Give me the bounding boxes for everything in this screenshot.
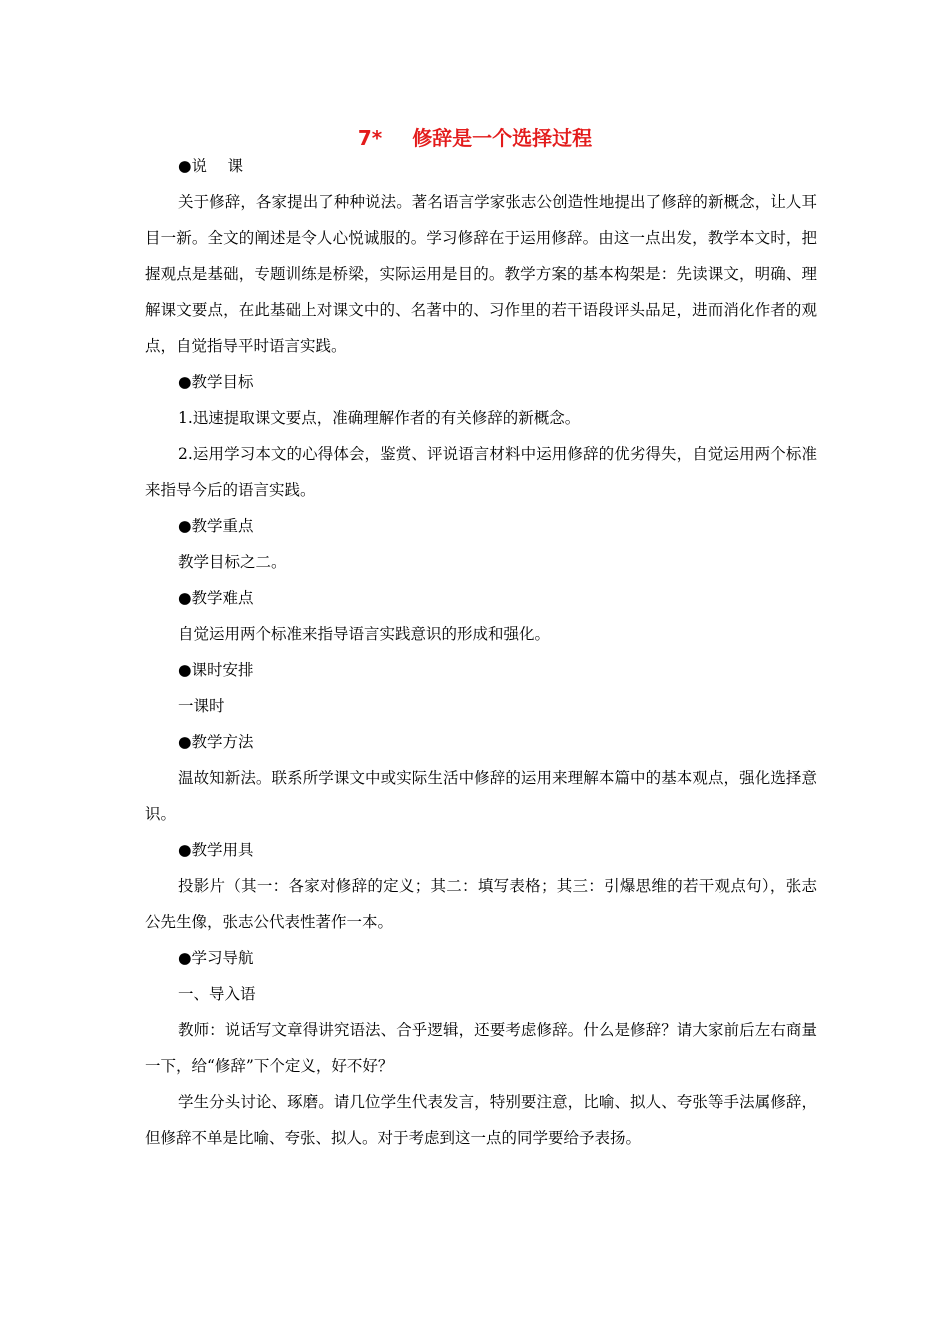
heading-keshi: ●课时安排 — [178, 661, 254, 679]
heading-mubiao: ●教学目标 — [178, 373, 254, 391]
heading-nandian: ●教学难点 — [178, 589, 254, 607]
paragraph-shuoke: 关于修辞，各家提出了种种说法。著名语言学家张志公创造性地提出了修辞的新概念，让人耳目一新。全文的阐述是令人心悦诚服的。学习修辞在于运用修辞。由这一点出发，教学本文时，把握观点是基础，专题训练是桥梁，实际运用是目的。教学方案的基本构架是：先读课文，明确、理解课文要点，在此基础上对课文中的、名著中的、习作里的若干语段评头品足，进而消化作者的观点，自觉指导平时语言实践。 — [145, 193, 817, 355]
page-title — [0, 122, 950, 151]
heading-shuoke: ●说 课 — [178, 157, 243, 175]
text-yongju: 投影片（其一：各家对修辞的定义；其二：填写表格；其三：引爆思维的若干观点句），张志公先生像，张志公代表性著作一本。 — [145, 877, 817, 931]
text-nandian: 自觉运用两个标准来指导语言实践意识的形成和强化。 — [178, 625, 551, 643]
lesson-number: 7* — [357, 126, 383, 150]
heading-zhongdian: ●教学重点 — [178, 517, 254, 535]
subheading-daoruyu: 一、导入语 — [178, 985, 256, 1003]
lesson-title: 修辞是一个选择过程 — [412, 126, 593, 150]
goal-item-1: 1.迅速提取课文要点，准确理解作者的有关修辞的新概念。 — [178, 409, 581, 427]
heading-fangfa: ●教学方法 — [178, 733, 254, 751]
heading-daohang: ●学习导航 — [178, 949, 254, 967]
text-zhongdian: 教学目标之二。 — [178, 553, 287, 571]
paragraph-students: 学生分头讨论、琢磨。请几位学生代表发言，特别要注意，比喻、拟人、夸张等手法属修辞，但修辞不单是比喻、夸张、拟人。对于考虑到这一点的同学要给予表扬。 — [145, 1093, 817, 1147]
text-fangfa: 温故知新法。联系所学课文中或实际生活中修辞的运用来理解本篇中的基本观点，强化选择意识。 — [145, 769, 817, 823]
goal-item-2: 2.运用学习本文的心得体会，鉴赏、评说语言材料中运用修辞的优劣得失，自觉运用两个标准来指导今后的语言实践。 — [145, 445, 817, 499]
document-body — [145, 148, 817, 1156]
text-keshi: 一课时 — [178, 697, 225, 715]
paragraph-teacher: 教师：说话写文章得讲究语法、合乎逻辑，还要考虑修辞。什么是修辞？请大家前后左右商量一下，给“修辞”下个定义，好不好？ — [145, 1021, 817, 1075]
heading-yongju: ●教学用具 — [178, 841, 254, 859]
